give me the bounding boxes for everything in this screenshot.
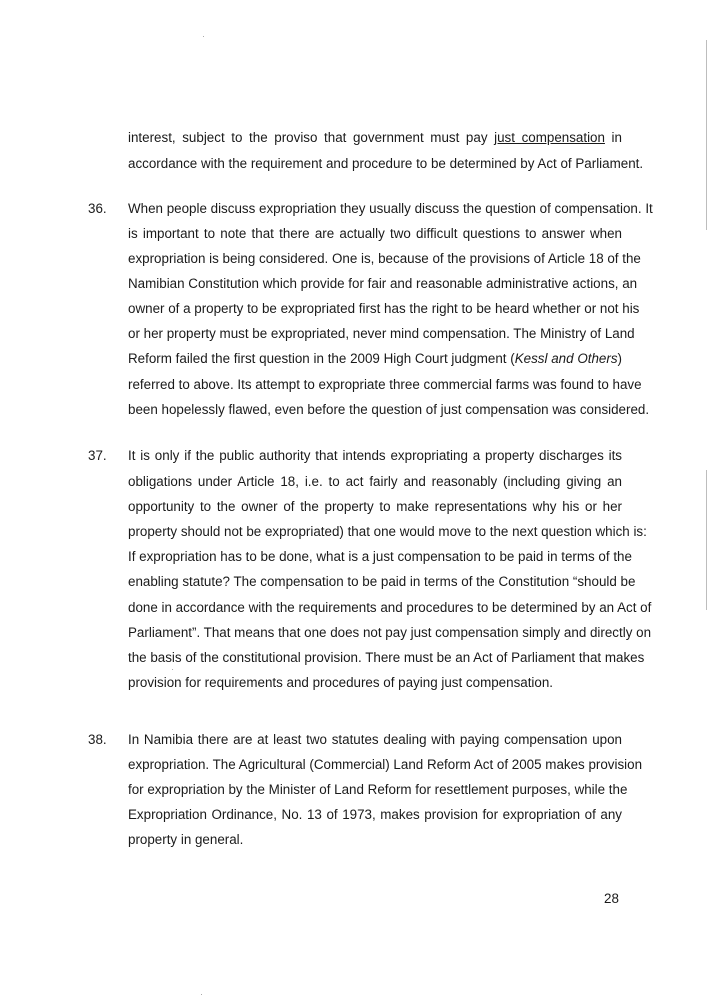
paragraph-line: been hopelessly flawed, even before the question of just compensation was considered. [128,402,650,417]
paragraph-number: 36. [88,201,107,216]
underlined-term: just compensation [494,130,605,145]
paragraph-number: 38. [88,732,107,747]
paragraph-line: the basis of the constitutional provision. There must be an Act of Parliament that makes [128,650,645,665]
paragraph-number: 37. [88,448,107,463]
paragraph-line: done in accordance with the requirements and procedures to be determined by an Act of [128,600,652,615]
paragraph-line: enabling statute? The compensation to be paid in terms of the Constitution “should be [128,574,636,589]
paragraph-line: is important to note that there are actually two difficult questions to answer when [128,226,622,241]
paragraph-line: It is only if the public authority that intends expropriating a property discharges its [128,448,622,463]
scan-edge-mark [706,40,707,230]
paragraph-line: property should not be expropriated) that one would move to the next question which is: [128,524,647,539]
paragraph-line: referred to above. Its attempt to expropriate three commercial farms was found to have [128,377,642,392]
paragraph-line: opportunity to the owner of the property to make representations why his or her [128,499,622,514]
paragraph-line: provision for requirements and procedures of paying just compensation. [128,675,554,690]
continued-line-1: interest, subject to the proviso that government must pay just compensation in [128,130,622,145]
scan-edge-mark [706,470,707,610]
paragraph-line: or her property must be expropriated, never mind compensation. The Ministry of Land [128,326,635,341]
paragraph-line: expropriation is being considered. One is, because of the provisions of Article 18 of the [128,251,641,266]
continued-line-2: accordance with the requirement and procedure to be determined by Act of Parliament. [128,156,644,171]
paragraph-line: If expropriation has to be done, what is a just compensation to be paid in terms of the [128,549,632,564]
paragraph-line: for expropriation by the Minister of Land Reform for resettlement purposes, while the [128,782,628,797]
paragraph-line: Namibian Constitution which provide for fair and reasonable administrative actions, an [128,276,638,291]
paragraph-line: When people discuss expropriation they usually discuss the question of compensation. It [128,201,653,216]
paragraph-line: property in general. [128,832,244,847]
paragraph-line: Reform failed the first question in the 2009 High Court judgment (Kessl and Others) [128,351,622,366]
paragraph-line: owner of a property to be expropriated first has the right to be heard whether or not his [128,301,640,316]
paragraph-line: expropriation. The Agricultural (Commercial) Land Reform Act of 2005 makes provision [128,757,643,772]
scan-speck [172,669,173,670]
paragraph-line: In Namibia there are at least two statutes dealing with paying compensation upon [128,732,622,747]
scan-speck [203,36,204,37]
paragraph-line: Parliament”. That means that one does not pay just compensation simply and directly on [128,625,652,640]
scan-speck [201,994,202,995]
case-citation: Kessl and Others [514,351,618,366]
paragraph-line: obligations under Article 18, i.e. to act fairly and reasonably (including giving an [128,474,622,489]
page-number: 28 [604,891,619,906]
paragraph-line: Expropriation Ordinance, No. 13 of 1973, makes provision for expropriation of any [128,807,622,822]
